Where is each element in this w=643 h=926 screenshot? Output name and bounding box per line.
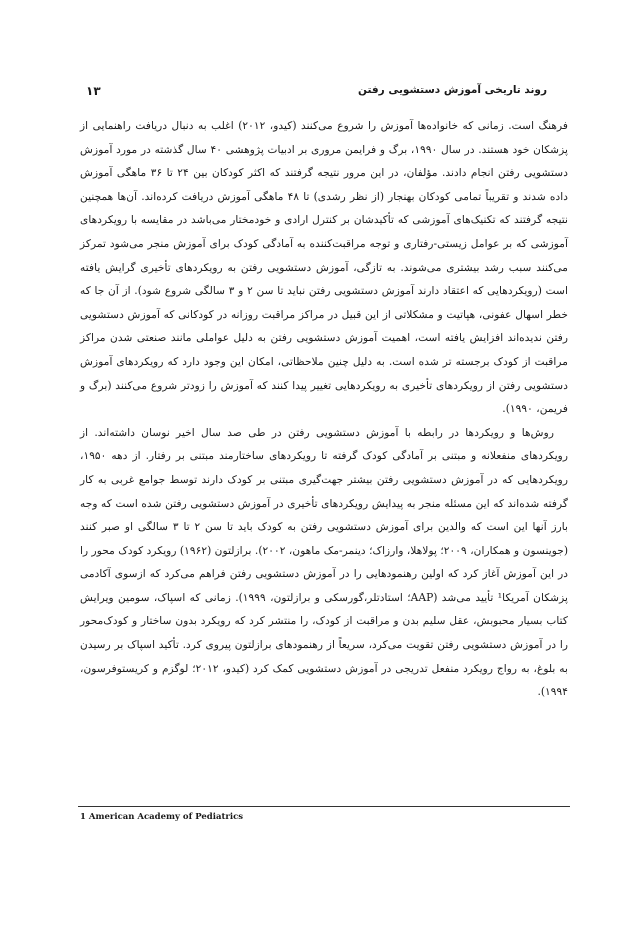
paragraph: روش‌ها و رویکردها در رابطه با آموزش دستشویی رفتن در طی صد سال اخیر نوسان داشته‌اند. از رویکردهای منفعلانه و مبتنی بر آمادگی کودک گرفته تا رویکردهای ساختارمند مبتنی بر رفتار. از دهه ۱۹۵۰، رویکردهایی که در آموزش دستشویی رفتن بیشتر جهت‌گیری مبتنی بر کودک دارند توسط جوامع غربی به کار گرفته شده‌اند که این مسئله منجر به پیدایش رویکردهای تأخیری در آموزش دستشویی رفتن شده است که وجه بارز آنها این است که والدین برای آموزش دستشویی رفتن به کودک باید تا سن ۲ تا ۳ سالگی او صبر کنند (جوینسون و همکاران، ۲۰۰۹؛ پولاهلا، وارزاک؛ دینمر-مک ماهون، ۲۰۰۲). برازلتون (۱۹۶۲) رویکرد کودک محور را در این آموزش آغاز کرد که اولین رهنمودهایی را در آموزش دستشویی رفتن فراهم می‌کرد که ازسوی آکادمی پزشکان آمریکا¹ تأیید می‌شد (AAP؛ استادتلر،گورسکی و برازلتون، ۱۹۹۹). زمانی که اسپاک، سومین ویرایش کتاب بسیار محبوبش، عقل سلیم بدن و مراقبت از کودک، را منتشر کرد که رویکرد بدون ساختار و کودک‌محور را در آموزش دستشویی رفتن تقویت می‌کرد، سریعاً از رهنمودهای برازلتون پیروی کرد. تأکید اسپاک بر رسیدن به بلوغ، به رواج رویکرد منفعل تدریجی در آموزش دستشویی کمک کرد (کیدو، ۲۰۱۲؛ لوگزم و کریستوفرسون، ۱۹۹۴). xyxy=(80,425,569,699)
footnote-divider xyxy=(78,806,570,807)
page-number: ۱۳ xyxy=(86,84,101,98)
running-title: روند تاریخی آموزش دستشویی رفتن xyxy=(358,84,547,96)
footnote: 1 American Academy of Pediatrics xyxy=(80,812,244,822)
page-header xyxy=(0,84,643,104)
body-text xyxy=(80,114,568,704)
paragraph: فرهنگ است. زمانی که خانواده‌ها آموزش را شروع می‌کنند (کیدو، ۲۰۱۲) اغلب به دنبال دریافت راهنمایی از پزشکان خود هستند. در سال ۱۹۹۰، برگ و فرایمن مروری بر ادبیات پژوهشی ۴۰ سال گذشته در مورد آموزش دستشویی رفتن انجام دادند. مؤلفان، در این مرور نتیجه گرفتند که اکثر کودکان بین ۲۴ تا ۳۶ ماهگی آموزش داده شدند و تقریباً تمامی کودکان بهنجار (از نظر رشدی) تا ۴۸ ماهگی آموزش دریافت کرده‌اند. آن‌ها همچنین نتیجه گرفتند که تکنیک‌های آموزشی که تأکیدشان بر کنترل ارادی و خودمختار می‌باشد در مقایسه با رویکردهای آموزشی که بر عوامل زیستی-رفتاری و توجه مراقبت‌کننده به آمادگی کودک برای آموزش منجر می‌شود تمرکز می‌کنند سبب رشد بیشتری می‌شوند. به تازگی، آموزش دستشویی رفتن به رویکردهای تأخیری گرایش یافته است (رویکردهایی که اعتقاد دارند آموزش دستشویی رفتن نباید تا سن ۲ و ۳ سالگی شروع شود). از آن جا که خطر اسهال عفونی، هپاتیت و مشکلاتی از این قبیل در مراکز مراقبت روزانه در کودکانی که آموزش دستشویی رفتن ندیده‌اند افزایش یافته است، اهمیت آموزش دستشویی رفتن به دلیل عواملی مانند صنعتی شدن مراکز مراقبت از کودک برجسته تر شده است. به دلیل چنین ملاحظاتی، امکان این وجود دارد که رویکردهای آموزش دستشویی رفتن از رویکردهای تأخیری به رویکردهایی تغییر پیدا کنند که آموزش را زودتر شروع می‌کنند (برگ و فریمن، ۱۹۹۰). xyxy=(80,119,569,416)
